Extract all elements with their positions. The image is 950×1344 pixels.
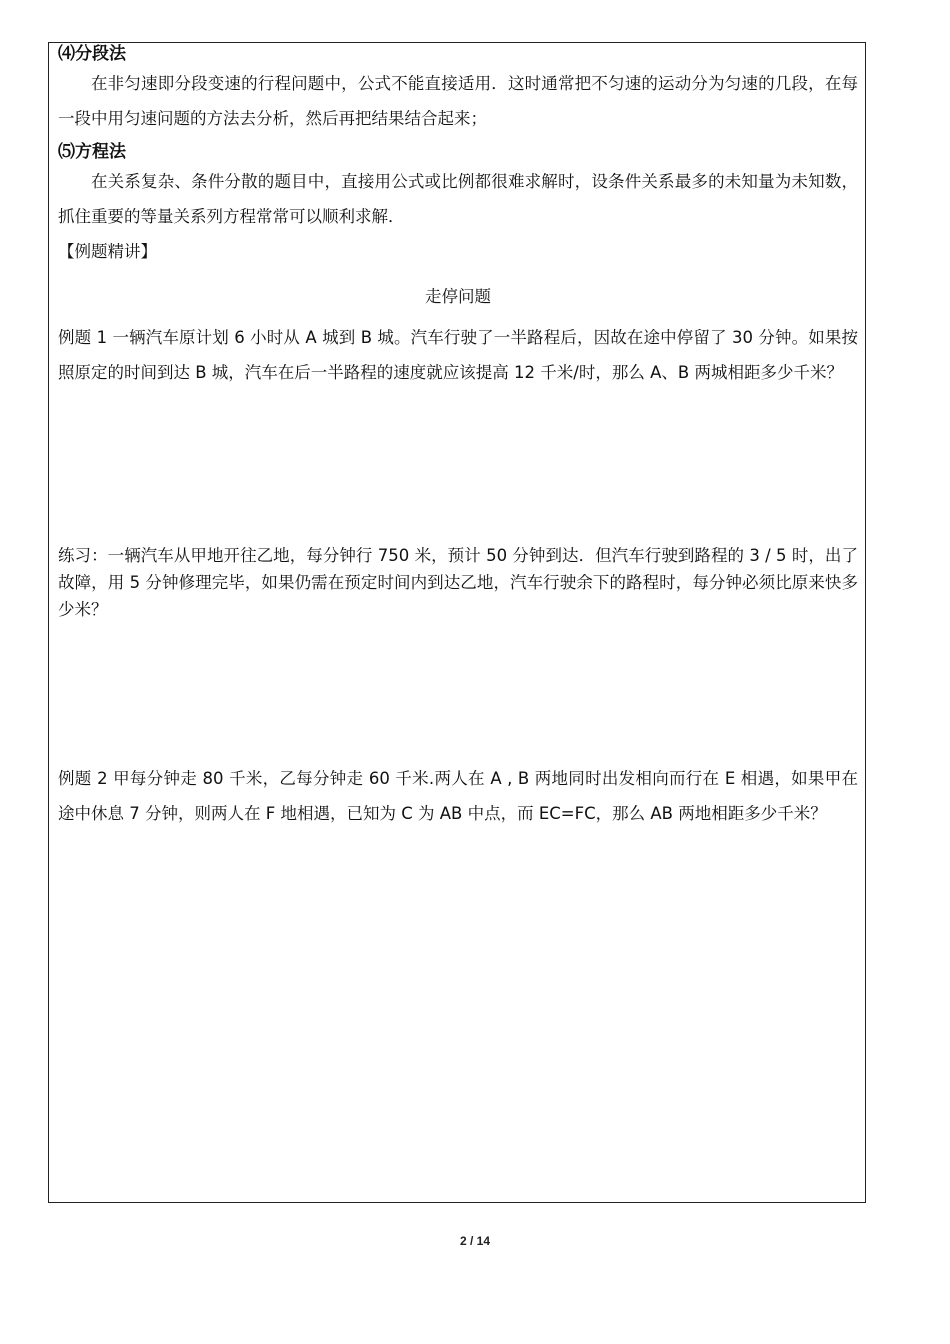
segment-method-heading: ⑷分段法 bbox=[58, 44, 126, 64]
practice-problem: 练习：一辆汽车从甲地开往乙地，每分钟行 750 米，预计 50 分钟到达．但汽车行驶到路程的 3 / 5 时，出了故障，用 5 分钟修理完毕，如果仍需在预定时间内到达乙地，汽车行驶余下的路程时，每分钟必须比原来快多少米？ bbox=[58, 546, 858, 619]
answer-space-1 bbox=[58, 390, 858, 542]
page-number: 2 / 14 bbox=[459, 1234, 491, 1248]
segment-method-body: 在非匀速即分段变速的行程问题中，公式不能直接适用．这时通常把不匀速的运动分为匀速的几段，在每一段中用匀速问题的方法去分析，然后再把结果结合起来； bbox=[58, 74, 858, 128]
examples-label: 【例题精讲】 bbox=[58, 242, 157, 261]
example-1: 例题 1 一辆汽车原计划 6 小时从 A 城到 B 城。汽车行驶了一半路程后，因故在途中停留了 30 分钟。如果按照原定的时间到达 B 城，汽车在后一半路程的速度就应该提高 12 千米/时，那么 A、B 两城相距多少千米？ bbox=[58, 328, 858, 382]
example-2: 例题 2 甲每分钟走 80 千米，乙每分钟走 60 千米.两人在 A , B 两地同时出发相向而行在 E 相遇，如果甲在途中休息 7 分钟，则两人在 F 地相遇，已知为 C 为 AB 中点，而 EC=FC，那么 AB 两地相距多少千米？ bbox=[58, 769, 858, 823]
document-content bbox=[58, 42, 858, 831]
equation-method-body: 在关系复杂、条件分散的题目中，直接用公式或比例都很难求解时，设条件关系最多的未知量为未知数，抓住重要的等量关系列方程常常可以顺利求解． bbox=[58, 172, 858, 226]
equation-method-heading: ⑸方程法 bbox=[58, 142, 126, 162]
answer-space-2 bbox=[58, 623, 858, 761]
topic-title: 走停问题 bbox=[425, 287, 491, 306]
